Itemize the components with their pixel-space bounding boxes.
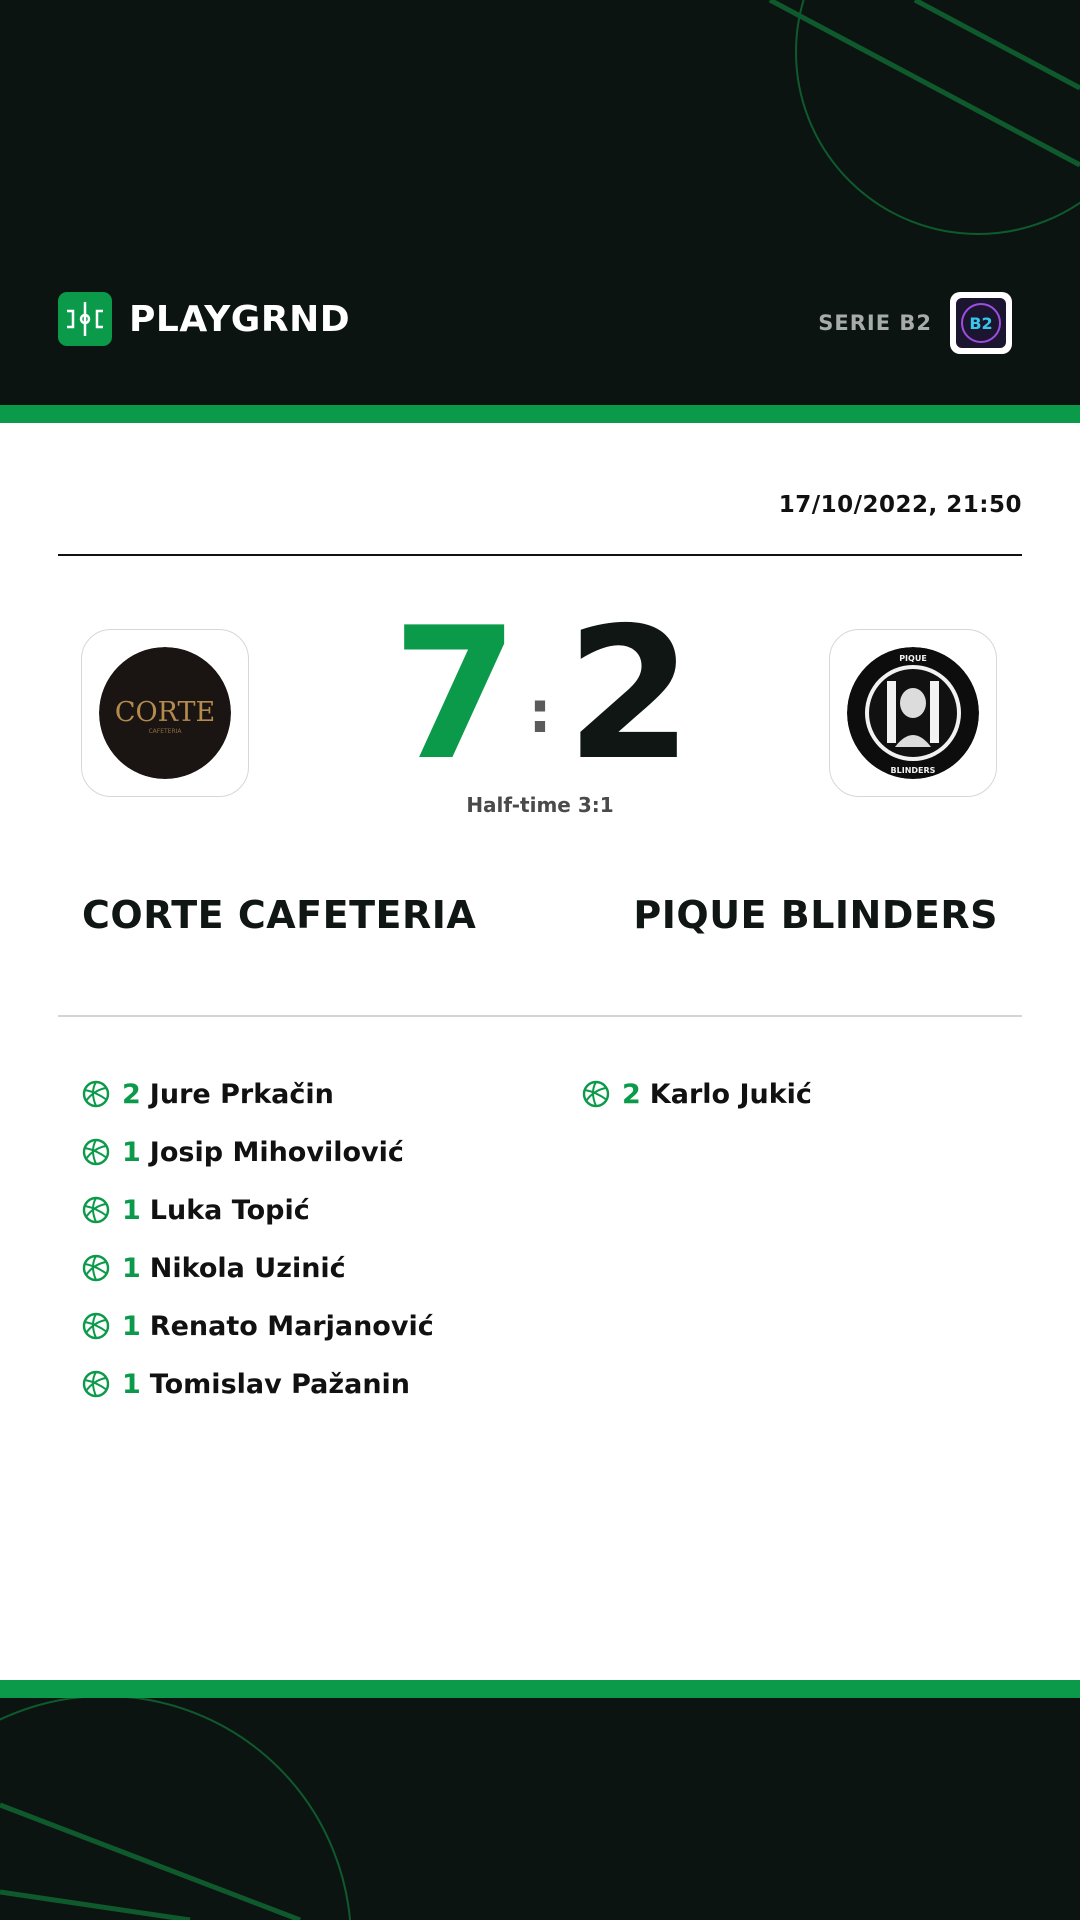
away-team-name: PIQUE BLINDERS	[633, 893, 998, 937]
home-crest-text: CORTE	[114, 697, 216, 728]
away-crest-subtext: BLINDERS	[890, 766, 936, 775]
scorer-name: Josip Mihovilović	[149, 1136, 404, 1168]
league-badge-text: B2	[969, 314, 993, 333]
home-team-logo	[81, 629, 249, 797]
brand	[58, 292, 350, 346]
scorer-name: Nikola Uzinić	[149, 1252, 346, 1284]
header-band	[0, 0, 1080, 405]
scorer-name: Karlo Jukić	[649, 1078, 812, 1110]
ball-icon	[82, 1254, 110, 1282]
home-crest-subtext: CAFETERIA	[148, 728, 182, 735]
ball-icon	[82, 1196, 110, 1224]
ball-icon	[582, 1080, 610, 1108]
footer-decoration	[0, 1680, 1080, 1920]
league-name: SERIE B2	[818, 311, 932, 335]
home-crest	[99, 647, 231, 779]
scorer-goals: 1	[122, 1136, 141, 1168]
scorer-name: Renato Marjanović	[149, 1310, 434, 1342]
home-scorers-list	[82, 1065, 434, 1413]
ball-icon	[82, 1080, 110, 1108]
footer-accent-stripe	[0, 1680, 1080, 1698]
scorer-goals: 2	[622, 1078, 641, 1110]
league-badge-logo	[956, 298, 1006, 348]
home-team-name: CORTE CAFETERIA	[82, 893, 477, 937]
score-separator: :	[528, 678, 552, 746]
ball-icon	[82, 1370, 110, 1398]
scorer-item	[82, 1239, 434, 1297]
scorer-name: Jure Prkačin	[149, 1078, 334, 1110]
scorer-goals: 1	[122, 1368, 141, 1400]
ball-icon	[82, 1138, 110, 1166]
pitch-icon	[58, 292, 112, 346]
match-datetime: 17/10/2022, 21:50	[778, 492, 1022, 518]
scorer-goals: 1	[122, 1194, 141, 1226]
brand-name: PLAYGRND	[129, 298, 351, 340]
scorer-goals: 2	[122, 1078, 141, 1110]
ball-icon	[82, 1312, 110, 1340]
league	[818, 292, 1012, 354]
away-score: 2	[566, 588, 693, 800]
scorer-goals: 1	[122, 1252, 141, 1284]
away-crest	[847, 647, 979, 779]
footer-band	[0, 1680, 1080, 1920]
scorer-item	[82, 1355, 434, 1413]
scorer-item	[82, 1181, 434, 1239]
halftime-score: Half-time 3:1	[466, 793, 614, 817]
away-scorers-list	[582, 1065, 812, 1123]
scorer-item	[82, 1297, 434, 1355]
scorer-goals: 1	[122, 1310, 141, 1342]
home-score: 7	[392, 588, 519, 800]
scorer-name: Tomislav Pažanin	[149, 1368, 411, 1400]
league-badge	[950, 292, 1012, 354]
scorer-item	[82, 1065, 434, 1123]
scorer-name: Luka Topić	[149, 1194, 310, 1226]
divider	[58, 1015, 1022, 1017]
scorer-item	[82, 1123, 434, 1181]
divider	[58, 554, 1022, 556]
away-team-logo	[829, 629, 997, 797]
away-crest-text: PIQUE	[899, 654, 927, 663]
scorer-item	[582, 1065, 812, 1123]
header-accent-stripe	[0, 405, 1080, 423]
